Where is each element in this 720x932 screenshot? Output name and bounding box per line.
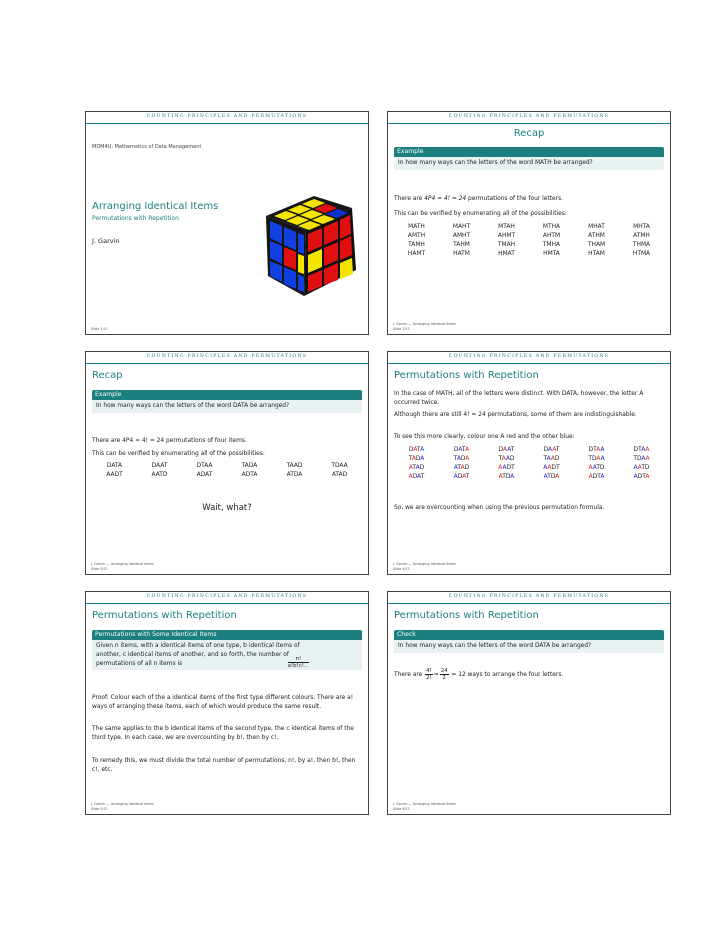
- permutation-word: TAHM: [453, 242, 470, 248]
- letter: D: [551, 465, 557, 471]
- footer-author: J. Garvin — Arranging Identical Items: [91, 562, 154, 567]
- slide-header: COUNTING PRINCIPLES AND PERMUTATIONS: [388, 352, 670, 364]
- letter: D: [453, 447, 459, 453]
- wait-what: Wait, what?: [202, 503, 252, 513]
- letter: A: [550, 456, 555, 462]
- letter: T: [588, 456, 592, 462]
- math-permutation-grid: [394, 223, 664, 259]
- theorem-block: [92, 630, 362, 670]
- permutation-word: TDAA: [331, 463, 348, 469]
- letter: T: [416, 447, 421, 453]
- slide-footer: [393, 562, 456, 571]
- letter: D: [419, 465, 425, 471]
- letter: T: [642, 474, 646, 480]
- letter: A: [411, 456, 416, 462]
- permutation-word: MATH: [408, 224, 425, 230]
- permutation-word: AMHT: [452, 233, 471, 239]
- block-title: Example: [92, 390, 362, 400]
- letter: T: [511, 465, 515, 471]
- frac2-den: 2: [442, 675, 446, 682]
- letter: D: [412, 474, 418, 480]
- letter: T: [556, 465, 560, 471]
- letter: T: [465, 474, 470, 480]
- letter: A: [465, 456, 470, 462]
- letter: T: [510, 447, 515, 453]
- slide-footer: [393, 802, 456, 811]
- letter: A: [417, 474, 421, 480]
- letter: D: [408, 447, 414, 453]
- permutation-word: AMTH: [407, 233, 426, 239]
- perm-line: [394, 195, 664, 204]
- coloured-word: [394, 473, 439, 482]
- footer-page: Slide 3/11: [91, 566, 108, 571]
- letter: A: [408, 474, 413, 480]
- letter: A: [592, 465, 597, 471]
- permutation-word: MAHT: [452, 224, 471, 230]
- letter: D: [415, 456, 421, 462]
- slide-1: [85, 111, 369, 335]
- letter: A: [420, 456, 425, 462]
- coloured-word: [439, 473, 484, 482]
- slide-header: COUNTING PRINCIPLES AND PERMUTATIONS: [86, 352, 368, 364]
- letter: A: [546, 456, 551, 462]
- letter: T: [547, 474, 551, 480]
- coloured-word: [574, 455, 619, 464]
- permutation-word: HTAM: [588, 251, 605, 257]
- letter: A: [645, 447, 650, 453]
- slide-header: COUNTING PRINCIPLES AND PERMUTATIONS: [388, 592, 670, 604]
- coloured-word: [619, 473, 664, 482]
- letter: D: [592, 474, 598, 480]
- coloured-permutation-grid: [394, 446, 664, 482]
- letter: D: [498, 447, 504, 453]
- letter: D: [588, 447, 594, 453]
- course-name: MDM4U: Mathematics of Data Management: [92, 144, 202, 150]
- letter: A: [543, 465, 548, 471]
- frac2-num: 24: [440, 668, 448, 674]
- permutation-word: THAM: [587, 242, 606, 248]
- permutation-word: ADAT: [196, 472, 213, 478]
- letter: A: [502, 465, 507, 471]
- coloured-word: [574, 464, 619, 473]
- permutation-word: ATAD: [331, 472, 348, 478]
- letter: A: [596, 456, 601, 462]
- letter: A: [552, 447, 556, 453]
- coloured-word: [529, 473, 574, 482]
- coloured-word: [484, 473, 529, 482]
- permutation-word: MHTA: [633, 224, 650, 230]
- letter: D: [506, 465, 512, 471]
- letter: A: [413, 447, 417, 453]
- slide-header: COUNTING PRINCIPLES AND PERMUTATIONS: [86, 112, 368, 124]
- permutation-word: DAAT: [151, 463, 168, 469]
- letter: D: [591, 456, 597, 462]
- perm-post: permutations of the four letters.: [466, 196, 564, 202]
- letter: A: [645, 456, 650, 462]
- permutation-word: HATM: [453, 251, 470, 257]
- permutation-word: TMHA: [542, 242, 561, 248]
- letter: T: [420, 474, 425, 480]
- letter: D: [550, 474, 556, 480]
- slide-header: COUNTING PRINCIPLES AND PERMUTATIONS: [388, 112, 670, 124]
- example-block: [92, 390, 362, 413]
- coloured-word: [484, 455, 529, 464]
- letter: D: [457, 474, 463, 480]
- permutation-word: HTMA: [632, 251, 651, 257]
- slide-title: Recap: [92, 370, 123, 381]
- letter: T: [638, 447, 642, 453]
- theorem-text: Given n items, with a identical items of one type, b identical items of another, c identical items of another, and so forth, the number of permutations of all n items is: [96, 643, 300, 667]
- slide-footer: Slide 1/11: [91, 326, 108, 331]
- permutation-word: AATD: [151, 472, 168, 478]
- coloured-word: [439, 464, 484, 473]
- permutation-word: MTHA: [542, 224, 561, 230]
- block-title: Example: [394, 147, 664, 157]
- letter: T: [641, 465, 645, 471]
- slide-title: Permutations with Repetition: [394, 610, 539, 621]
- paragraph-3: To remedy this, we must divide the total number of permutations, n!, by a!, then b!, then c!, etc.: [92, 758, 356, 773]
- letter: A: [415, 465, 420, 471]
- permutation-word: AADT: [106, 472, 123, 478]
- letter: D: [543, 447, 549, 453]
- letter: D: [633, 447, 639, 453]
- slide-header: COUNTING PRINCIPLES AND PERMUTATIONS: [86, 592, 368, 604]
- coloured-word: [394, 446, 439, 455]
- verify-text: This can be verified by enumerating all of the possibilities:: [92, 451, 265, 457]
- coloured-word: [619, 446, 664, 455]
- letter: A: [456, 456, 461, 462]
- block-text: In how many ways can the letters of the word MATH be arranged?: [394, 157, 664, 170]
- letter: T: [543, 456, 547, 462]
- footer-page: Slide 5/11: [91, 806, 108, 811]
- letter: A: [453, 465, 458, 471]
- letter: D: [460, 456, 466, 462]
- letter: A: [637, 465, 642, 471]
- theorem-fraction: [288, 656, 309, 669]
- letter: T: [498, 456, 502, 462]
- paragraph-1: Proof: Colour each of the a identical items of the first type different colours. There are a! ways of arranging these items, each of which would produce the same result.: [92, 695, 354, 710]
- perm-expr: 4P4 = 4! = 24: [424, 196, 467, 202]
- letter: A: [600, 474, 605, 480]
- letter: A: [633, 474, 638, 480]
- permutation-word: MHAT: [588, 224, 605, 230]
- slide-2: [387, 111, 671, 335]
- letter: T: [633, 456, 637, 462]
- letter: A: [555, 474, 560, 480]
- letter: T: [593, 447, 597, 453]
- letter: D: [637, 474, 643, 480]
- slide-footer: [91, 562, 154, 571]
- letter: A: [501, 456, 506, 462]
- verify-text: This can be verified by enumerating all of the possibilities:: [394, 211, 567, 217]
- letter: A: [458, 447, 462, 453]
- letter: A: [507, 447, 511, 453]
- letter: A: [498, 465, 503, 471]
- footer-page: Slide 4/11: [393, 566, 410, 571]
- coloured-word: [529, 455, 574, 464]
- slide-6: [387, 591, 671, 815]
- perm-line: There are 4P4 = 4! = 24 permutations of four items.: [92, 438, 247, 444]
- letter: A: [641, 447, 646, 453]
- letter: T: [453, 456, 457, 462]
- letter: A: [543, 474, 548, 480]
- letter: D: [644, 465, 650, 471]
- frac1-num: 4!: [426, 668, 432, 674]
- footer-page: Slide 6/11: [393, 806, 410, 811]
- block-title: Permutations with Some Identical Items: [92, 630, 362, 640]
- frac-num: n!: [288, 656, 309, 663]
- permutation-word: TAMH: [408, 242, 425, 248]
- footer-author: J. Garvin — Arranging Identical Items: [393, 322, 456, 327]
- data-permutation-grid: [92, 462, 362, 480]
- coloured-word: [574, 446, 619, 455]
- permutation-word: ADTA: [241, 472, 258, 478]
- letter: A: [588, 474, 593, 480]
- letter: A: [462, 474, 466, 480]
- letter: A: [645, 474, 650, 480]
- letter: A: [498, 474, 503, 480]
- slide-5: [85, 591, 369, 815]
- permutation-word: DATA: [106, 463, 123, 469]
- letter: A: [465, 447, 470, 453]
- letter: D: [509, 456, 515, 462]
- permutation-word: AHMT: [497, 233, 516, 239]
- permutation-word: TADA: [241, 463, 258, 469]
- permutation-word: TMAH: [497, 242, 516, 248]
- frac-den: a!b!c!...: [287, 663, 309, 670]
- coloured-word: [529, 446, 574, 455]
- permutation-word: ATMH: [633, 233, 650, 239]
- coloured-word: [439, 446, 484, 455]
- fraction-1: [425, 668, 433, 681]
- permutation-word: THMA: [632, 242, 651, 248]
- coloured-word: [394, 455, 439, 464]
- perm-pre: There are: [394, 196, 425, 202]
- paragraph-4: So, we are overcounting when using the previous permutation formula.: [394, 505, 605, 511]
- paragraph-1: In the case of MATH, all of the letters were distinct. With DATA, however, the letter A occurred twice.: [394, 391, 644, 406]
- letter: D: [599, 465, 605, 471]
- letter: A: [453, 474, 458, 480]
- slide-footer: [91, 802, 154, 811]
- letter: A: [510, 474, 515, 480]
- letter: T: [555, 447, 560, 453]
- permutation-word: AHTM: [542, 233, 561, 239]
- block-text: In how many ways can the letters of the word DATA be arranged?: [394, 640, 664, 653]
- coloured-word: [394, 464, 439, 473]
- slide-subtitle: Permutations with Repetition: [92, 215, 179, 222]
- block-title: Check: [394, 630, 664, 640]
- letter: T: [457, 465, 461, 471]
- letter: A: [547, 465, 552, 471]
- answer-post: = 12 ways to arrange the four letters.: [451, 672, 564, 679]
- letter: A: [633, 465, 638, 471]
- letter: D: [464, 465, 470, 471]
- example-block: [394, 147, 664, 170]
- rubiks-cube-image: [252, 178, 369, 318]
- letter: T: [412, 465, 416, 471]
- permutation-word: TAAD: [286, 463, 303, 469]
- answer-pre: There are: [394, 672, 423, 679]
- letter: A: [596, 447, 601, 453]
- slide-3: [85, 351, 369, 575]
- permutation-word: HAMT: [407, 251, 426, 257]
- permutation-word: HMAT: [498, 251, 515, 257]
- letter: A: [588, 465, 593, 471]
- coloured-word: [574, 473, 619, 482]
- letter: A: [503, 447, 508, 453]
- coloured-word: [439, 455, 484, 464]
- coloured-word: [619, 455, 664, 464]
- letter: T: [461, 447, 466, 453]
- permutation-word: MTAH: [498, 224, 515, 230]
- coloured-word: [619, 464, 664, 473]
- footer-page: Slide 2/11: [393, 326, 410, 331]
- slide-footer: [393, 322, 456, 331]
- footer-author: J. Garvin — Arranging Identical Items: [393, 802, 456, 807]
- paragraph-2: The same applies to the b identical items of the second type, the c identical items of the third type. In each case, we are overcounting by b!, then by c!.: [92, 726, 354, 741]
- permutation-word: ATHM: [588, 233, 605, 239]
- slide-title: Recap: [513, 128, 545, 139]
- letter: D: [505, 474, 511, 480]
- letter: T: [597, 474, 601, 480]
- letter: T: [502, 474, 506, 480]
- letter: T: [596, 465, 600, 471]
- slide-title: Permutations with Repetition: [394, 370, 539, 381]
- paragraph-3: To see this more clearly, colour one A red and the other blue:: [394, 434, 575, 440]
- paragraph-2: Although there are still 4! = 24 permutations, some of them are indistinguishable.: [394, 412, 637, 418]
- letter: A: [460, 465, 465, 471]
- footer-author: J. Garvin — Arranging Identical Items: [91, 802, 154, 807]
- coloured-word: [484, 464, 529, 473]
- check-block: [394, 630, 664, 653]
- permutation-word: HMTA: [543, 251, 560, 257]
- letter: A: [600, 447, 605, 453]
- slide-title: Arranging Identical Items: [92, 201, 219, 212]
- letter: A: [600, 456, 605, 462]
- answer-line: There are $\frac{4!}{2!}$ = $\frac{24}{2}$ = 12 ways to arrange the four letters.: [394, 668, 564, 682]
- letter: A: [641, 456, 646, 462]
- letter: A: [420, 447, 425, 453]
- author: J. Garvin: [92, 237, 120, 245]
- slide-title: Permutations with Repetition: [92, 610, 237, 621]
- letter: T: [408, 456, 412, 462]
- footer-author: J. Garvin — Arranging Identical Items: [393, 562, 456, 567]
- letter: D: [554, 456, 560, 462]
- fraction-2: [440, 668, 449, 681]
- permutation-word: ATDA: [286, 472, 303, 478]
- permutation-word: DTAA: [196, 463, 213, 469]
- letter: A: [548, 447, 553, 453]
- block-text: In how many ways can the letters of the word DATA be arranged?: [92, 400, 362, 413]
- coloured-word: [529, 464, 574, 473]
- frac1-den: 2!: [426, 675, 432, 682]
- letter: D: [636, 456, 642, 462]
- block-text: [92, 640, 362, 670]
- slide-4: [387, 351, 671, 575]
- letter: A: [408, 465, 413, 471]
- letter: A: [505, 456, 510, 462]
- coloured-word: [484, 446, 529, 455]
